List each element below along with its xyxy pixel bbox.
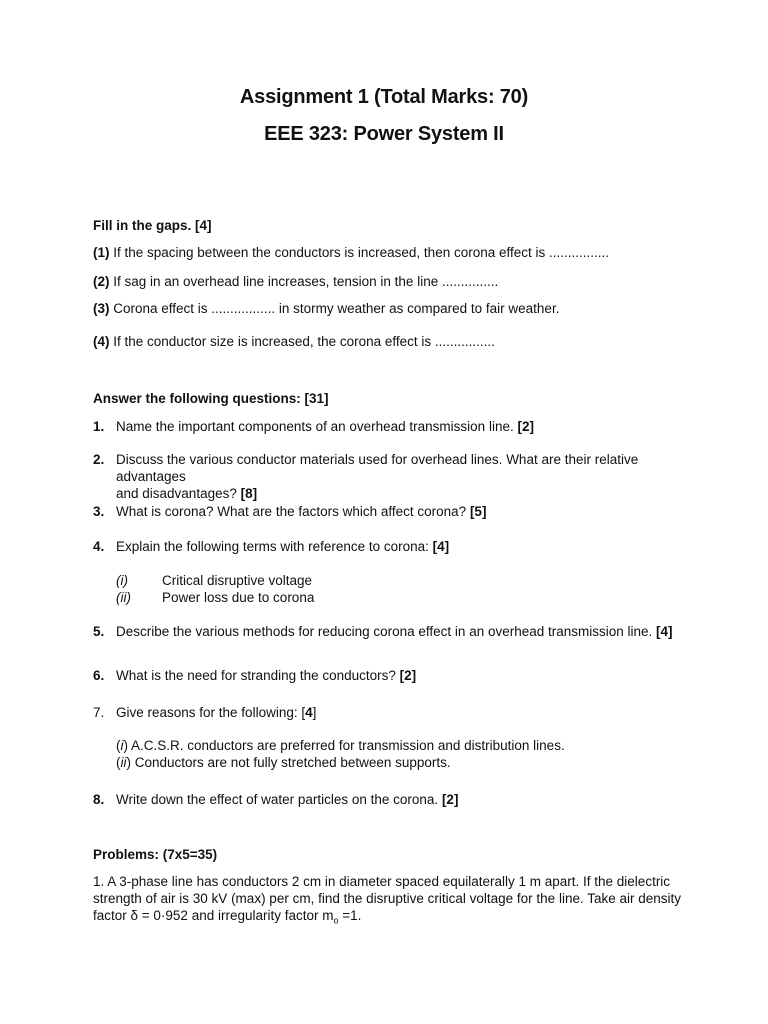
question-marks: [4] xyxy=(432,539,450,554)
question-text xyxy=(116,623,696,640)
sub-item xyxy=(116,754,451,771)
question-body: Write down the effect of water particles on the corona. xyxy=(116,792,442,807)
sub-item-open: ( xyxy=(116,755,121,770)
question-number: 3. xyxy=(93,504,105,519)
fill-gaps-heading: Fill in the gaps. [4] xyxy=(93,218,212,233)
question-text xyxy=(116,667,696,684)
fill-gap-number: (2) xyxy=(93,274,110,289)
sub-item-label: ii xyxy=(120,755,127,770)
question-text xyxy=(116,503,696,520)
question-text xyxy=(116,451,696,502)
fill-gap-item xyxy=(93,333,693,350)
question-body: Explain the following terms with reference to corona: xyxy=(116,539,433,554)
problem-text: factor δ = 0·952 and irregularity factor m xyxy=(93,908,334,923)
question-marks: [2] xyxy=(441,792,459,807)
question-line xyxy=(116,485,696,502)
question-body: Name the important components of an overhead transmission line. xyxy=(116,419,518,434)
question-text xyxy=(116,791,696,808)
subscript: o xyxy=(333,915,339,926)
sub-item xyxy=(116,589,314,606)
sub-item-text: ) A.C.S.R. conductors are preferred for transmission and distribution lines. xyxy=(123,738,565,753)
fill-gap-text: Corona effect is ................. in stormy weather as compared to fair weather. xyxy=(109,301,560,316)
sub-item-text: ) Conductors are not fully stretched between supports. xyxy=(126,755,451,770)
fill-gap-item xyxy=(93,244,693,261)
course-title: EEE 323: Power System II xyxy=(264,123,504,145)
question-body: Give reasons for the following: [ xyxy=(116,705,306,720)
question-number: 5. xyxy=(93,624,105,639)
fill-gap-item xyxy=(93,300,693,317)
fill-gap-number: (4) xyxy=(93,334,110,349)
question-marks: [5] xyxy=(469,504,487,519)
problem-line xyxy=(93,907,713,930)
question-number: 1. xyxy=(93,419,105,434)
sub-item-label: (ii) xyxy=(116,590,131,605)
problem-text: =1. xyxy=(338,908,362,923)
question-text xyxy=(116,418,696,435)
fill-gap-number: (1) xyxy=(93,245,110,260)
sub-item-label: (i) xyxy=(116,573,128,588)
question-body: and disadvantages? xyxy=(116,486,241,501)
question-line: Discuss the various conductor materials used for overhead lines. What are their relative advantages xyxy=(116,452,639,484)
question-body: Describe the various methods for reducing corona effect in an overhead transmission line. xyxy=(116,624,657,639)
question-text xyxy=(116,538,696,555)
question-marks: [2] xyxy=(517,419,534,434)
problem-line: strength of air is 30 kV (max) per cm, find the disruptive critical voltage for the line. Take air density xyxy=(93,891,682,906)
question-number: 4. xyxy=(93,539,105,554)
question-number: 6. xyxy=(93,668,105,683)
problem-item xyxy=(93,873,713,930)
problem-line: 1. A 3-phase line has conductors 2 cm in diameter spaced equilaterally 1 m apart. If the dielectric xyxy=(93,874,671,889)
page-title: Assignment 1 (Total Marks: 70) xyxy=(239,86,529,108)
question-marks-close: ] xyxy=(312,705,317,720)
fill-gap-text: If sag in an overhead line increases, tension in the line ............... xyxy=(109,274,499,289)
sub-item-text: Power loss due to corona xyxy=(162,590,315,605)
question-number: 2. xyxy=(93,452,105,467)
fill-gap-item xyxy=(93,273,693,290)
question-body: What is corona? What are the factors which affect corona? xyxy=(116,504,470,519)
questions-heading: Answer the following questions: [31] xyxy=(93,391,329,406)
question-marks: [4] xyxy=(656,624,673,639)
question-marks: [8] xyxy=(240,486,258,501)
question-marks: 4 xyxy=(305,705,313,720)
question-text xyxy=(116,704,696,721)
sub-item-text: Critical disruptive voltage xyxy=(162,573,313,588)
sub-item-open: ( xyxy=(116,738,121,753)
sub-item xyxy=(116,737,565,754)
problems-heading: Problems: (7x5=35) xyxy=(93,847,218,862)
fill-gap-text: If the spacing between the conductors is increased, then corona effect is ................ xyxy=(109,245,610,260)
question-body: What is the need for stranding the conductors? xyxy=(116,668,400,683)
sub-item-label: i xyxy=(120,738,124,753)
question-marks: [2] xyxy=(399,668,417,683)
question-number: 7. xyxy=(93,705,105,720)
sub-item xyxy=(116,572,312,589)
question-number: 8. xyxy=(93,792,105,807)
fill-gap-text: If the conductor size is increased, the corona effect is ................ xyxy=(109,334,495,349)
fill-gap-number: (3) xyxy=(93,301,110,316)
